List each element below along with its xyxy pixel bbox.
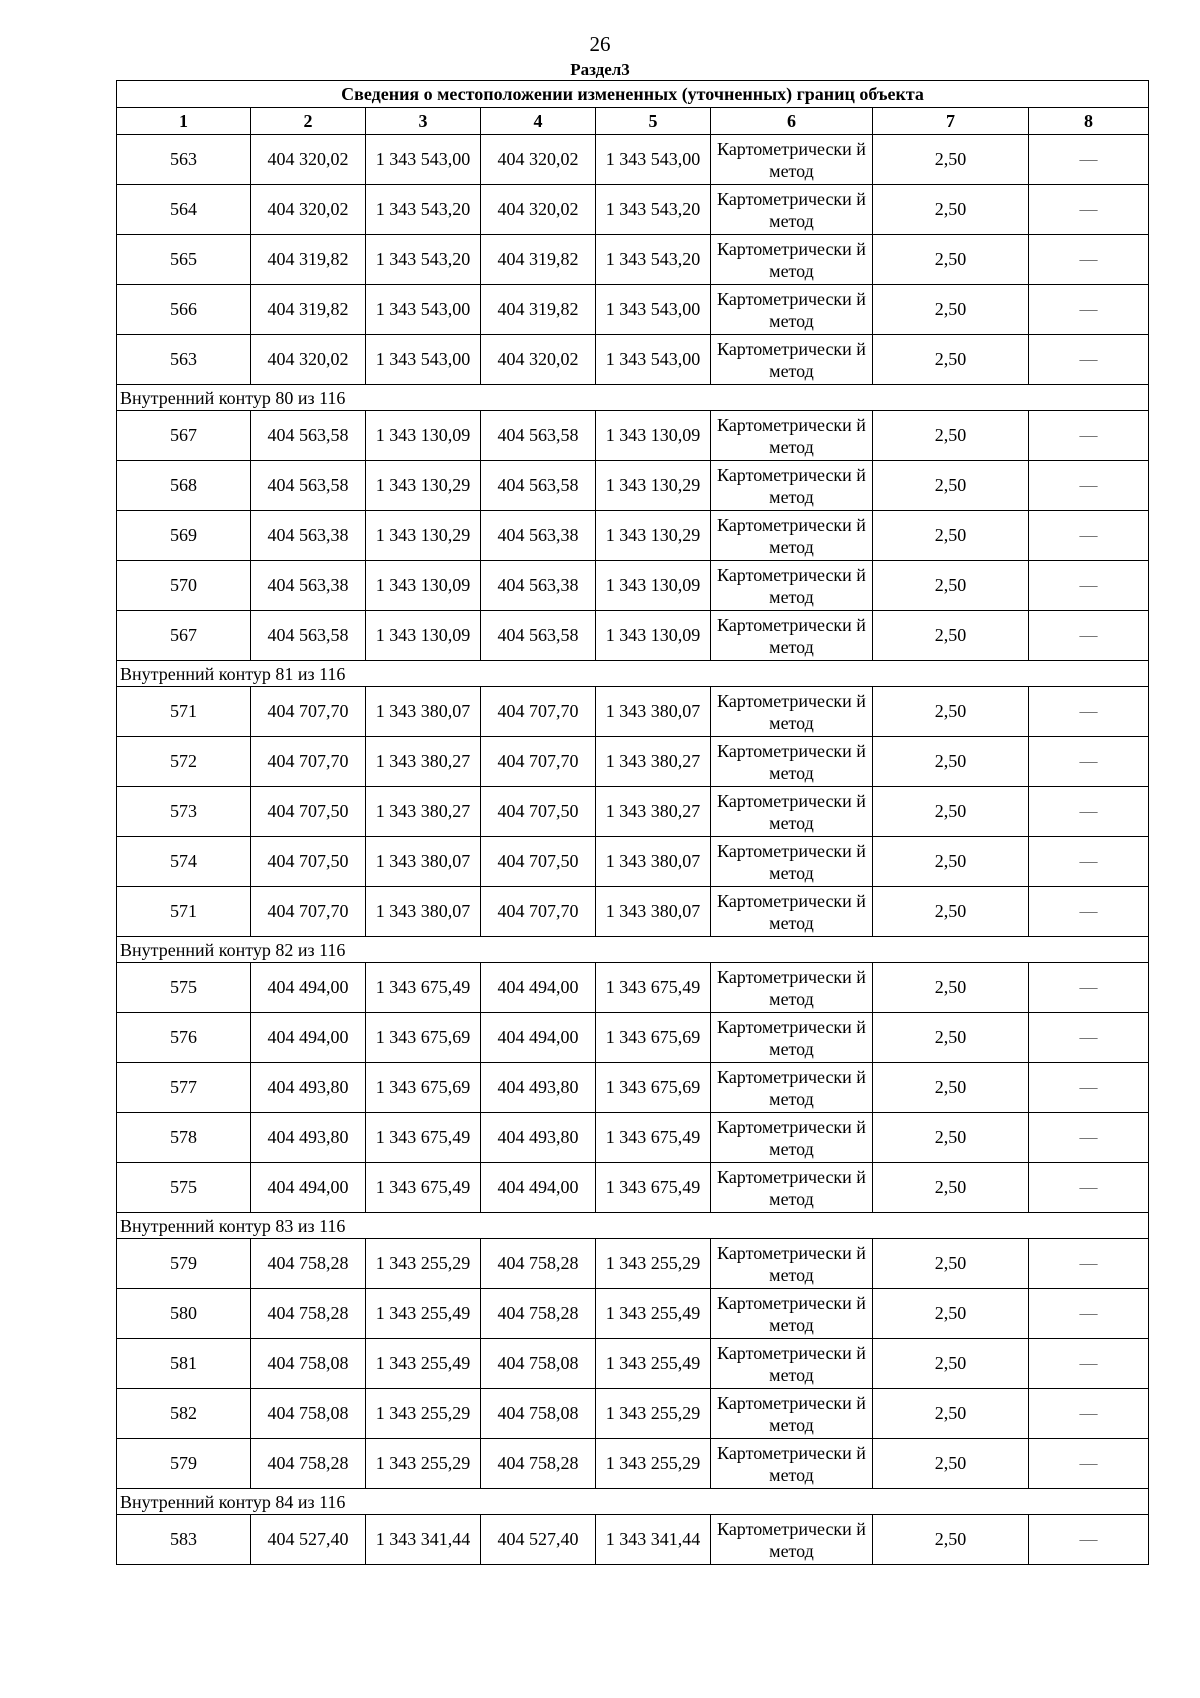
x-new-cell: 404 707,50: [481, 837, 596, 887]
x-old-cell: 404 563,38: [251, 561, 366, 611]
accuracy-cell: 2,50: [873, 1339, 1029, 1389]
y-new-cell: 1 343 255,29: [596, 1389, 711, 1439]
note-cell: —: [1029, 335, 1149, 385]
x-new-cell: 404 319,82: [481, 285, 596, 335]
x-old-cell: 404 493,80: [251, 1113, 366, 1163]
x-new-cell: 404 758,28: [481, 1239, 596, 1289]
accuracy-cell: 2,50: [873, 1515, 1029, 1565]
y-old-cell: 1 343 130,29: [366, 461, 481, 511]
table-row: [117, 1013, 1149, 1063]
x-new-cell: 404 320,02: [481, 335, 596, 385]
point-number-cell: 582: [117, 1389, 251, 1439]
note-cell: —: [1029, 1063, 1149, 1113]
y-old-cell: 1 343 130,09: [366, 411, 481, 461]
note-cell: —: [1029, 1439, 1149, 1489]
point-number-cell: 579: [117, 1239, 251, 1289]
method-cell: Картометрически й метод: [711, 1239, 873, 1289]
x-new-cell: 404 758,08: [481, 1389, 596, 1439]
point-number-cell: 580: [117, 1289, 251, 1339]
note-cell: —: [1029, 1239, 1149, 1289]
method-cell: Картометрически й метод: [711, 963, 873, 1013]
point-number-cell: 564: [117, 185, 251, 235]
table-row: [117, 1339, 1149, 1389]
table-row: [117, 335, 1149, 385]
note-cell: —: [1029, 1339, 1149, 1389]
coordinates-table: [116, 80, 1149, 1565]
accuracy-cell: 2,50: [873, 235, 1029, 285]
method-cell: Картометрически й метод: [711, 135, 873, 185]
y-old-cell: 1 343 255,29: [366, 1439, 481, 1489]
y-new-cell: 1 343 543,00: [596, 335, 711, 385]
accuracy-cell: 2,50: [873, 1113, 1029, 1163]
accuracy-cell: 2,50: [873, 135, 1029, 185]
table-row: [117, 285, 1149, 335]
y-new-cell: 1 343 675,49: [596, 1113, 711, 1163]
method-cell: Картометрически й метод: [711, 1439, 873, 1489]
y-old-cell: 1 343 543,00: [366, 135, 481, 185]
note-cell: —: [1029, 787, 1149, 837]
y-new-cell: 1 343 380,27: [596, 787, 711, 837]
table-row: [117, 963, 1149, 1013]
table-row: [117, 411, 1149, 461]
accuracy-cell: 2,50: [873, 185, 1029, 235]
contour-row: [117, 385, 1149, 411]
method-cell: Картометрически й метод: [711, 411, 873, 461]
note-cell: —: [1029, 235, 1149, 285]
point-number-cell: 583: [117, 1515, 251, 1565]
y-new-cell: 1 343 255,49: [596, 1289, 711, 1339]
note-cell: —: [1029, 411, 1149, 461]
table-row: [117, 787, 1149, 837]
column-number: 5: [596, 108, 711, 135]
table-row: [117, 461, 1149, 511]
contour-label: Внутренний контур 83 из 116: [117, 1213, 1149, 1239]
x-old-cell: 404 707,70: [251, 687, 366, 737]
x-new-cell: 404 758,28: [481, 1289, 596, 1339]
table-row: [117, 1439, 1149, 1489]
x-old-cell: 404 563,58: [251, 611, 366, 661]
table-row: [117, 511, 1149, 561]
table-row: [117, 1289, 1149, 1339]
point-number-cell: 570: [117, 561, 251, 611]
method-cell: Картометрически й метод: [711, 1515, 873, 1565]
y-old-cell: 1 343 130,29: [366, 511, 481, 561]
y-old-cell: 1 343 543,00: [366, 285, 481, 335]
point-number-cell: 571: [117, 687, 251, 737]
x-new-cell: 404 493,80: [481, 1063, 596, 1113]
table-row: [117, 887, 1149, 937]
x-new-cell: 404 494,00: [481, 1163, 596, 1213]
note-cell: —: [1029, 1515, 1149, 1565]
note-cell: —: [1029, 737, 1149, 787]
x-old-cell: 404 527,40: [251, 1515, 366, 1565]
note-cell: —: [1029, 511, 1149, 561]
y-old-cell: 1 343 675,69: [366, 1063, 481, 1113]
y-new-cell: 1 343 675,69: [596, 1063, 711, 1113]
note-cell: —: [1029, 285, 1149, 335]
note-cell: —: [1029, 1163, 1149, 1213]
method-cell: Картометрически й метод: [711, 837, 873, 887]
method-cell: Картометрически й метод: [711, 285, 873, 335]
point-number-cell: 563: [117, 135, 251, 185]
table-row: [117, 135, 1149, 185]
table-row: [117, 1239, 1149, 1289]
method-cell: Картометрически й метод: [711, 1163, 873, 1213]
point-number-cell: 579: [117, 1439, 251, 1489]
y-old-cell: 1 343 675,69: [366, 1013, 481, 1063]
method-cell: Картометрически й метод: [711, 787, 873, 837]
y-old-cell: 1 343 255,49: [366, 1339, 481, 1389]
column-number: 1: [117, 108, 251, 135]
column-number: 3: [366, 108, 481, 135]
note-cell: —: [1029, 1113, 1149, 1163]
table-row: [117, 1515, 1149, 1565]
x-new-cell: 404 563,58: [481, 461, 596, 511]
x-old-cell: 404 707,70: [251, 887, 366, 937]
y-old-cell: 1 343 380,07: [366, 887, 481, 937]
y-new-cell: 1 343 380,27: [596, 737, 711, 787]
accuracy-cell: 2,50: [873, 285, 1029, 335]
method-cell: Картометрически й метод: [711, 511, 873, 561]
contour-row: [117, 937, 1149, 963]
point-number-cell: 574: [117, 837, 251, 887]
y-old-cell: 1 343 380,07: [366, 687, 481, 737]
point-number-cell: 567: [117, 611, 251, 661]
x-old-cell: 404 493,80: [251, 1063, 366, 1113]
section-title: Раздел3: [570, 60, 630, 79]
x-new-cell: 404 563,38: [481, 561, 596, 611]
accuracy-cell: 2,50: [873, 963, 1029, 1013]
method-cell: Картометрически й метод: [711, 1063, 873, 1113]
method-cell: Картометрически й метод: [711, 1113, 873, 1163]
y-old-cell: 1 343 380,07: [366, 837, 481, 887]
accuracy-cell: 2,50: [873, 1239, 1029, 1289]
x-new-cell: 404 319,82: [481, 235, 596, 285]
point-number-cell: 566: [117, 285, 251, 335]
y-old-cell: 1 343 543,20: [366, 235, 481, 285]
point-number-cell: 572: [117, 737, 251, 787]
y-old-cell: 1 343 130,09: [366, 561, 481, 611]
accuracy-cell: 2,50: [873, 1389, 1029, 1439]
x-new-cell: 404 493,80: [481, 1113, 596, 1163]
method-cell: Картометрически й метод: [711, 235, 873, 285]
y-old-cell: 1 343 380,27: [366, 787, 481, 837]
contour-row: [117, 1213, 1149, 1239]
point-number-cell: 573: [117, 787, 251, 837]
x-old-cell: 404 758,08: [251, 1339, 366, 1389]
point-number-cell: 565: [117, 235, 251, 285]
y-new-cell: 1 343 255,49: [596, 1339, 711, 1389]
x-old-cell: 404 563,58: [251, 461, 366, 511]
table-row: [117, 235, 1149, 285]
accuracy-cell: 2,50: [873, 737, 1029, 787]
method-cell: Картометрически й метод: [711, 561, 873, 611]
point-number-cell: 569: [117, 511, 251, 561]
method-cell: Картометрически й метод: [711, 1389, 873, 1439]
x-new-cell: 404 563,38: [481, 511, 596, 561]
x-new-cell: 404 494,00: [481, 963, 596, 1013]
column-number: 8: [1029, 108, 1149, 135]
y-new-cell: 1 343 130,09: [596, 611, 711, 661]
table-row: [117, 561, 1149, 611]
x-old-cell: 404 319,82: [251, 235, 366, 285]
y-new-cell: 1 343 130,29: [596, 511, 711, 561]
contour-label: Внутренний контур 80 из 116: [117, 385, 1149, 411]
method-cell: Картометрически й метод: [711, 1013, 873, 1063]
table-row: [117, 737, 1149, 787]
accuracy-cell: 2,50: [873, 461, 1029, 511]
y-new-cell: 1 343 543,20: [596, 235, 711, 285]
y-old-cell: 1 343 543,00: [366, 335, 481, 385]
table-row: [117, 185, 1149, 235]
table-row: [117, 1063, 1149, 1113]
y-new-cell: 1 343 543,00: [596, 285, 711, 335]
accuracy-cell: 2,50: [873, 787, 1029, 837]
method-cell: Картометрически й метод: [711, 461, 873, 511]
x-new-cell: 404 707,70: [481, 887, 596, 937]
contour-label: Внутренний контур 81 из 116: [117, 661, 1149, 687]
y-new-cell: 1 343 380,07: [596, 837, 711, 887]
x-old-cell: 404 758,28: [251, 1239, 366, 1289]
note-cell: —: [1029, 887, 1149, 937]
x-old-cell: 404 563,38: [251, 511, 366, 561]
x-old-cell: 404 320,02: [251, 135, 366, 185]
y-new-cell: 1 343 130,09: [596, 411, 711, 461]
contour-label: Внутренний контур 82 из 116: [117, 937, 1149, 963]
x-new-cell: 404 758,08: [481, 1339, 596, 1389]
accuracy-cell: 2,50: [873, 687, 1029, 737]
accuracy-cell: 2,50: [873, 837, 1029, 887]
accuracy-cell: 2,50: [873, 611, 1029, 661]
note-cell: —: [1029, 1289, 1149, 1339]
x-old-cell: 404 320,02: [251, 335, 366, 385]
table-row: [117, 1389, 1149, 1439]
y-old-cell: 1 343 341,44: [366, 1515, 481, 1565]
column-number: 2: [251, 108, 366, 135]
table-row: [117, 1113, 1149, 1163]
x-old-cell: 404 758,28: [251, 1439, 366, 1489]
point-number-cell: 575: [117, 1163, 251, 1213]
point-number-cell: 575: [117, 963, 251, 1013]
accuracy-cell: 2,50: [873, 411, 1029, 461]
y-old-cell: 1 343 380,27: [366, 737, 481, 787]
note-cell: —: [1029, 461, 1149, 511]
method-cell: Картометрически й метод: [711, 687, 873, 737]
point-number-cell: 581: [117, 1339, 251, 1389]
point-number-cell: 578: [117, 1113, 251, 1163]
y-new-cell: 1 343 130,09: [596, 561, 711, 611]
y-new-cell: 1 343 380,07: [596, 887, 711, 937]
method-cell: Картометрически й метод: [711, 335, 873, 385]
accuracy-cell: 2,50: [873, 1439, 1029, 1489]
y-old-cell: 1 343 255,29: [366, 1389, 481, 1439]
point-number-cell: 576: [117, 1013, 251, 1063]
table-row: [117, 1163, 1149, 1213]
table-row: [117, 687, 1149, 737]
x-old-cell: 404 319,82: [251, 285, 366, 335]
accuracy-cell: 2,50: [873, 511, 1029, 561]
method-cell: Картометрически й метод: [711, 185, 873, 235]
x-old-cell: 404 758,28: [251, 1289, 366, 1339]
y-old-cell: 1 343 675,49: [366, 963, 481, 1013]
x-old-cell: 404 707,50: [251, 837, 366, 887]
table-body: [117, 135, 1149, 1565]
x-old-cell: 404 494,00: [251, 1163, 366, 1213]
method-cell: Картометрически й метод: [711, 887, 873, 937]
y-new-cell: 1 343 341,44: [596, 1515, 711, 1565]
note-cell: —: [1029, 963, 1149, 1013]
x-old-cell: 404 707,50: [251, 787, 366, 837]
accuracy-cell: 2,50: [873, 335, 1029, 385]
x-new-cell: 404 563,58: [481, 411, 596, 461]
point-number-cell: 563: [117, 335, 251, 385]
x-old-cell: 404 563,58: [251, 411, 366, 461]
column-number: 6: [711, 108, 873, 135]
y-old-cell: 1 343 675,49: [366, 1113, 481, 1163]
x-new-cell: 404 320,02: [481, 185, 596, 235]
contour-row: [117, 661, 1149, 687]
x-new-cell: 404 707,70: [481, 687, 596, 737]
note-cell: —: [1029, 135, 1149, 185]
y-old-cell: 1 343 543,20: [366, 185, 481, 235]
x-new-cell: 404 707,70: [481, 737, 596, 787]
y-new-cell: 1 343 675,49: [596, 1163, 711, 1213]
y-new-cell: 1 343 675,69: [596, 1013, 711, 1063]
x-old-cell: 404 758,08: [251, 1389, 366, 1439]
x-old-cell: 404 707,70: [251, 737, 366, 787]
note-cell: —: [1029, 1389, 1149, 1439]
y-new-cell: 1 343 255,29: [596, 1439, 711, 1489]
point-number-cell: 571: [117, 887, 251, 937]
y-new-cell: 1 343 675,49: [596, 963, 711, 1013]
accuracy-cell: 2,50: [873, 887, 1029, 937]
x-new-cell: 404 494,00: [481, 1013, 596, 1063]
y-new-cell: 1 343 543,00: [596, 135, 711, 185]
x-new-cell: 404 758,28: [481, 1439, 596, 1489]
point-number-cell: 577: [117, 1063, 251, 1113]
column-number-row: [117, 108, 1149, 135]
x-old-cell: 404 494,00: [251, 963, 366, 1013]
x-new-cell: 404 707,50: [481, 787, 596, 837]
note-cell: —: [1029, 561, 1149, 611]
table-row: [117, 837, 1149, 887]
accuracy-cell: 2,50: [873, 1013, 1029, 1063]
page-number: 26: [589, 32, 611, 56]
note-cell: —: [1029, 185, 1149, 235]
note-cell: —: [1029, 611, 1149, 661]
y-new-cell: 1 343 130,29: [596, 461, 711, 511]
point-number-cell: 567: [117, 411, 251, 461]
y-old-cell: 1 343 675,49: [366, 1163, 481, 1213]
column-number: 7: [873, 108, 1029, 135]
y-new-cell: 1 343 380,07: [596, 687, 711, 737]
note-cell: —: [1029, 1013, 1149, 1063]
note-cell: —: [1029, 837, 1149, 887]
contour-label: Внутренний контур 84 из 116: [117, 1489, 1149, 1515]
note-cell: —: [1029, 687, 1149, 737]
method-cell: Картометрически й метод: [711, 1339, 873, 1389]
method-cell: Картометрически й метод: [711, 737, 873, 787]
method-cell: Картометрически й метод: [711, 1289, 873, 1339]
accuracy-cell: 2,50: [873, 1163, 1029, 1213]
x-new-cell: 404 527,40: [481, 1515, 596, 1565]
accuracy-cell: 2,50: [873, 1063, 1029, 1113]
y-new-cell: 1 343 255,29: [596, 1239, 711, 1289]
x-old-cell: 404 494,00: [251, 1013, 366, 1063]
accuracy-cell: 2,50: [873, 561, 1029, 611]
table-caption: Сведения о местоположении измененных (уточненных) границ объекта: [117, 81, 1149, 108]
y-old-cell: 1 343 130,09: [366, 611, 481, 661]
table-row: [117, 611, 1149, 661]
contour-row: [117, 1489, 1149, 1515]
column-number: 4: [481, 108, 596, 135]
accuracy-cell: 2,50: [873, 1289, 1029, 1339]
y-old-cell: 1 343 255,29: [366, 1239, 481, 1289]
point-number-cell: 568: [117, 461, 251, 511]
y-new-cell: 1 343 543,20: [596, 185, 711, 235]
x-new-cell: 404 320,02: [481, 135, 596, 185]
x-new-cell: 404 563,58: [481, 611, 596, 661]
method-cell: Картометрически й метод: [711, 611, 873, 661]
x-old-cell: 404 320,02: [251, 185, 366, 235]
y-old-cell: 1 343 255,49: [366, 1289, 481, 1339]
